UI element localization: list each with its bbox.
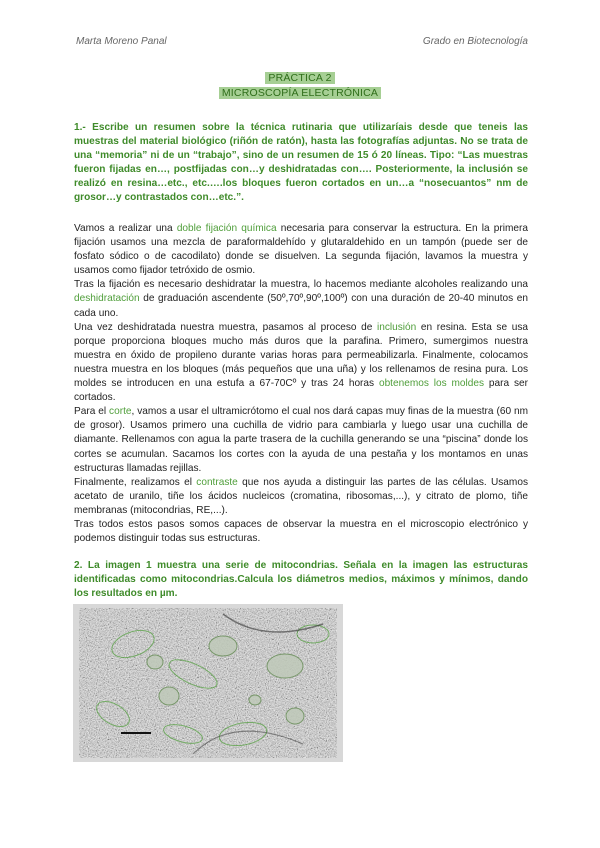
paragraph-inclusion [74,321,528,406]
text-run: de graduación ascendente (50º,70º,90º,100º) con una duración de 20-40 minutos en cada uno. [74,293,528,319]
title-line-1 [0,72,600,84]
text-run: Finalmente, realizamos el [74,476,197,488]
author-name: Marta Moreno Panal [76,36,167,47]
micrograph-drawing [73,604,343,762]
paragraph-deshidratacion [74,278,528,320]
text-run: Una vez deshidratada nuestra muestra, pasamos al proceso de [74,321,377,333]
page-header [76,36,528,50]
paragraph-fijacion [74,222,528,278]
text-run: necesaria para conservar la estructura. En la primera fijación usamos una mezcla de paraformaldehído y glutaraldehido en un tampón (puede ser de fosfato sódico o de cacodilato) donde se disuelven. La segunda fijación, lavamos la muestra y usamos como fijador tetróxido de osmio. [74,223,528,277]
text-run: Tras la fijación es necesario deshidratar la muestra, lo hacemos mediante alcoholes realizando una [74,279,528,291]
question-1: 1.- Escribe un resumen sobre la técnica rutinaria que utilizaríais desde que teneis las muestras del material biológico (riñón de ratón), hasta las fotografías adjuntas. No se trata de una “memoria” ni de un “trabajo”, sino de un resumen de 15 ó 20 líneas. Tipo: “Las muestras fueron fijadas en…, postfijadas con…y deshidratadas con…. Posteriormente, la inclusión se realizó en resina…etc., etc.….los bloques fueron cortados en un…a “nosecuantos” nm de grosor…y contrastados con…etc.”. [74,122,528,204]
title-line-2 [0,87,600,99]
answer-1 [74,222,528,546]
text-run: , vamos a usar el ultramicrótomo el cual nos dará capas muy finas de la muestra (60 nm de grosor). Usamos primero una cuchilla de vidrio para cambiarla y luego usar una cuchilla de diamante. Rellenamos con agua la parte trasera de la cuchilla generando se una “piscina” donde los cortes se acumulan. Sacamos los cortes con la ayuda de una pestaña y los montamos en unas estructuras llamadas rejillas. [74,406,529,474]
text-run: para ser cortados. [74,378,529,404]
text-run: que nos ayuda a distinguir las partes de las células. Usamos acetato de uranilo, tiñe los ácidos nucleicos (cromatina, ribosomas,...), y citrato de plomo, tiñe membranas (mitocondrias, RE,...). [74,476,528,516]
electron-micrograph-image [73,604,343,762]
title-practica: PRÁCTICA 2 [265,72,334,84]
highlight-inclusion: inclusión [376,321,417,333]
highlight-fijacion: doble fijación química [176,223,277,234]
degree-name: Grado en Biotecnología [422,36,528,47]
paragraph-contraste [74,476,528,518]
highlight-deshidratacion: deshidratación [74,293,140,305]
paragraph-corte [74,405,528,475]
text-run: Vamos a realizar una [74,223,177,234]
title-microscopia: MICROSCOPÍA ELECTRÓNICA [219,87,381,99]
highlight-contraste: contraste [196,476,238,488]
question-2: 2. La imagen 1 muestra una serie de mitocondrias. Señala en la imagen las estructuras identificadas como mitocondrias.Calcula los diámetros medios, máximos y mínimos, dando los resultados en µm. [74,560,528,600]
text-run: en resina. Esta se usa porque proporciona bloques mucho más duros que la parafina. Primero, sumergimos nuestra muestra en óxido de propileno durante varias horas para permeabilizarla. Finalmente, colocamos nuestra muestra en los bloques (más pequeños que una uña) y los rellenamos de resina pura. Los moldes se introducen en una estufa a 67-70Cº y tras 24 horas [74,321,528,390]
paragraph-conclusion: Tras todos estos pasos somos capaces de observar la muestra en el microscopio electrónico y podemos distinguir todas sus estructuras. [74,518,528,545]
highlight-moldes: obtenemos los moldes [378,378,485,390]
highlight-corte: corte [109,406,132,418]
text-run: Para el [74,406,110,418]
